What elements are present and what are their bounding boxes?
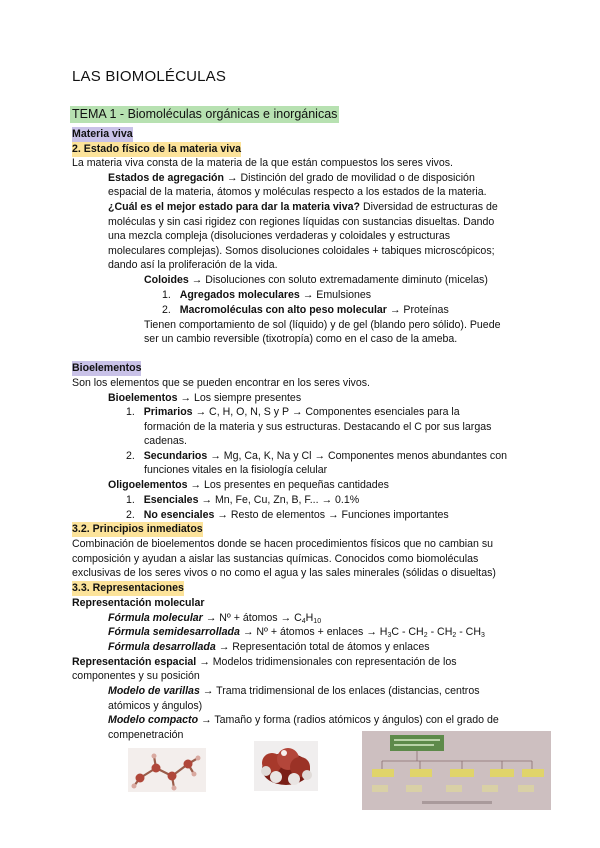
primarios-text: → C, H, O, N, S y P → Componentes esenciales para la xyxy=(192,406,460,418)
estados-agregacion-line2: espacial de la materia, átomos y moléculas respecto a los estados de la materia. xyxy=(108,186,487,198)
coloides-item-2-label: Macromoléculas con alto peso molecular xyxy=(179,304,387,316)
formula-molecular-text: → Nº + átomos → C xyxy=(202,612,302,624)
primarios-line2: formación de la materia y sus estructuras. Destacando el C por sus largas xyxy=(144,421,492,433)
modelo-compacto-line xyxy=(108,713,499,728)
subscript: 2 xyxy=(423,632,428,639)
list-number: 1. xyxy=(126,406,135,418)
formula-semi-text3: - CH xyxy=(427,626,453,638)
subscript: 2 xyxy=(452,632,457,639)
subscript: 10 xyxy=(313,618,322,625)
esenciales-label: Esenciales xyxy=(143,494,199,506)
primarios-line xyxy=(126,405,460,420)
coloides-item-2-text: → Proteínas xyxy=(386,304,449,316)
formula-molecular-line xyxy=(108,611,321,626)
modelo-compacto-label: Modelo compacto xyxy=(108,714,199,726)
space-filling-model-image xyxy=(254,741,318,791)
modelo-compacto-text: → Tamaño y forma (radios atómicos y ángulos) con el grado de xyxy=(198,714,499,726)
list-number: 2. xyxy=(162,304,171,316)
oligoelementos-label: Oligoelementos xyxy=(108,479,188,491)
formula-desarrollada-text: → Representación total de átomos y enlaces xyxy=(215,641,430,653)
no-esenciales-line xyxy=(126,508,449,523)
section-representaciones: 3.3. Representaciones xyxy=(72,582,184,594)
principios-line3: exclusivas de los seres vivos o no como el agua y las sales minerales (sólidas o disueltas) xyxy=(72,567,496,579)
formula-desarrollada-line xyxy=(108,640,430,655)
estados-agregacion-label: Estados de agregación xyxy=(108,172,224,184)
representacion-molecular: Representación molecular xyxy=(72,597,205,609)
section-bioelementos: Bioelementos xyxy=(72,362,142,374)
mejor-estado-line2: moléculas y sin casi rigidez con regiones líquidas con sustancias disueltas. Dando xyxy=(108,216,495,228)
subscript: 4 xyxy=(301,618,306,625)
coloides-label: Coloides xyxy=(144,274,189,286)
secundarios-line2: funciones vitales en la fisiología celular xyxy=(144,464,328,476)
bioelementos-text: → Los siempre presentes xyxy=(177,392,302,404)
mejor-estado-line xyxy=(108,200,498,215)
section-principios: 3.2. Principios inmediatos xyxy=(72,523,203,535)
primarios-line3: cadenas. xyxy=(144,435,187,447)
modelo-compacto-line2: compenetración xyxy=(108,729,184,741)
no-esenciales-label: No esenciales xyxy=(143,509,215,521)
section-materia-viva: Materia viva xyxy=(72,128,133,140)
list-number: 1. xyxy=(126,494,135,506)
formula-molecular-label: Fórmula molecular xyxy=(108,612,203,624)
secundarios-text: → Mg, Ca, K, Na y Cl → Componentes menos abundantes con xyxy=(207,450,507,462)
estados-agregacion-text: → Distinción del grado de movilidad o de disposición xyxy=(223,172,475,184)
section-estado-fisico: 2. Estado físico de la materia viva xyxy=(72,143,241,155)
formula-semidesarrollada-label: Fórmula semidesarrollada xyxy=(108,626,240,638)
formula-semi-text4: - CH xyxy=(456,626,481,638)
formula-semi-text2: C - CH xyxy=(391,626,424,638)
coloides-item-1-label: Agregados moleculares xyxy=(179,289,300,301)
list-number: 2. xyxy=(126,509,135,521)
estados-agregacion-line xyxy=(108,171,475,186)
list-number: 1. xyxy=(162,289,171,301)
mejor-estado-line3: una mezcla compleja (disoluciones verdaderas y coloidales y estructuras xyxy=(108,230,451,242)
modelo-varillas-line2: atómicos y ángulos) xyxy=(108,700,203,712)
coloides-line3: Tienen comportamiento de sol (líquido) y de gel (blando pero sólido). Puede xyxy=(144,319,501,331)
esenciales-text: → Mn, Fe, Cu, Zn, B, F... → 0.1% xyxy=(198,494,360,506)
primarios-label: Primarios xyxy=(143,406,193,418)
mejor-estado-label: ¿Cuál es el mejor estado para dar la materia viva? xyxy=(108,201,361,213)
formula-semi-text: → Nº + átomos + enlaces → H xyxy=(239,626,388,638)
bioelementos-line xyxy=(108,391,301,406)
oligoelementos-text: → Los presentes en pequeñas cantidades xyxy=(187,479,389,491)
formula-semidesarrollada-line xyxy=(108,625,485,640)
bioelementos-paragraph: Son los elementos que se pueden encontrar en los seres vivos. xyxy=(72,377,370,389)
secundarios-line xyxy=(126,449,507,464)
mejor-estado-line4: moleculares complejas). Somos disoluciones coloidales + tabiques microscópicos; xyxy=(108,245,495,257)
representacion-espacial-line2: componentes y su posición xyxy=(72,670,200,682)
secundarios-label: Secundarios xyxy=(143,450,208,462)
esenciales-line xyxy=(126,493,359,508)
coloides-text: → Disoluciones con soluto extremadamente diminuto (micelas) xyxy=(188,274,488,286)
coloides-item-1-text: → Emulsiones xyxy=(299,289,372,301)
list-number: 2. xyxy=(126,450,135,462)
page-title: LAS BIOMOLÉCULAS xyxy=(72,68,227,85)
subscript: 3 xyxy=(480,632,485,639)
coloides-item-1 xyxy=(162,288,371,303)
paragraph-materia: La materia viva consta de la materia de la que están compuestos los seres vivos. xyxy=(72,157,453,169)
modelo-varillas-line xyxy=(108,684,480,699)
oligoelementos-line xyxy=(108,478,389,493)
tema-heading: TEMA 1 - Biomoléculas orgánicas e inorgánicas xyxy=(72,107,338,121)
formula-h: H xyxy=(305,612,314,624)
formula-desarrollada-label: Fórmula desarrollada xyxy=(108,641,216,653)
principios-line1: Combinación de bioelementos donde se hacen procedimientos físicos que no cambian su xyxy=(72,538,494,550)
representacion-espacial-text: → Modelos tridimensionales con representación de los xyxy=(196,656,457,668)
diagram-photo-image xyxy=(362,731,551,810)
bioelementos-label: Bioelementos xyxy=(108,392,178,404)
representacion-espacial-label: Representación espacial xyxy=(72,656,197,668)
no-esenciales-text: → Resto de elementos → Funciones importantes xyxy=(214,509,449,521)
modelo-varillas-label: Modelo de varillas xyxy=(108,685,200,697)
mejor-estado-line5: dando así la proliferación de la vida. xyxy=(108,259,278,271)
ball-and-stick-model-image xyxy=(128,748,206,792)
representacion-espacial-line xyxy=(72,655,457,670)
subscript: 3 xyxy=(387,632,392,639)
modelo-varillas-text: → Trama tridimensional de los enlaces (distancias, centros xyxy=(199,685,480,697)
principios-line2: composición y ayudan a aislar las sustancias químicas. Conocidos como biomoléculas xyxy=(72,553,479,565)
mejor-estado-text: Diversidad de estructuras de xyxy=(360,201,498,213)
coloides-line4: ser un cambio reversible (tixotropía) como en el caso de la ameba. xyxy=(144,333,458,345)
coloides-item-2 xyxy=(162,303,449,318)
coloides-line xyxy=(144,273,488,288)
